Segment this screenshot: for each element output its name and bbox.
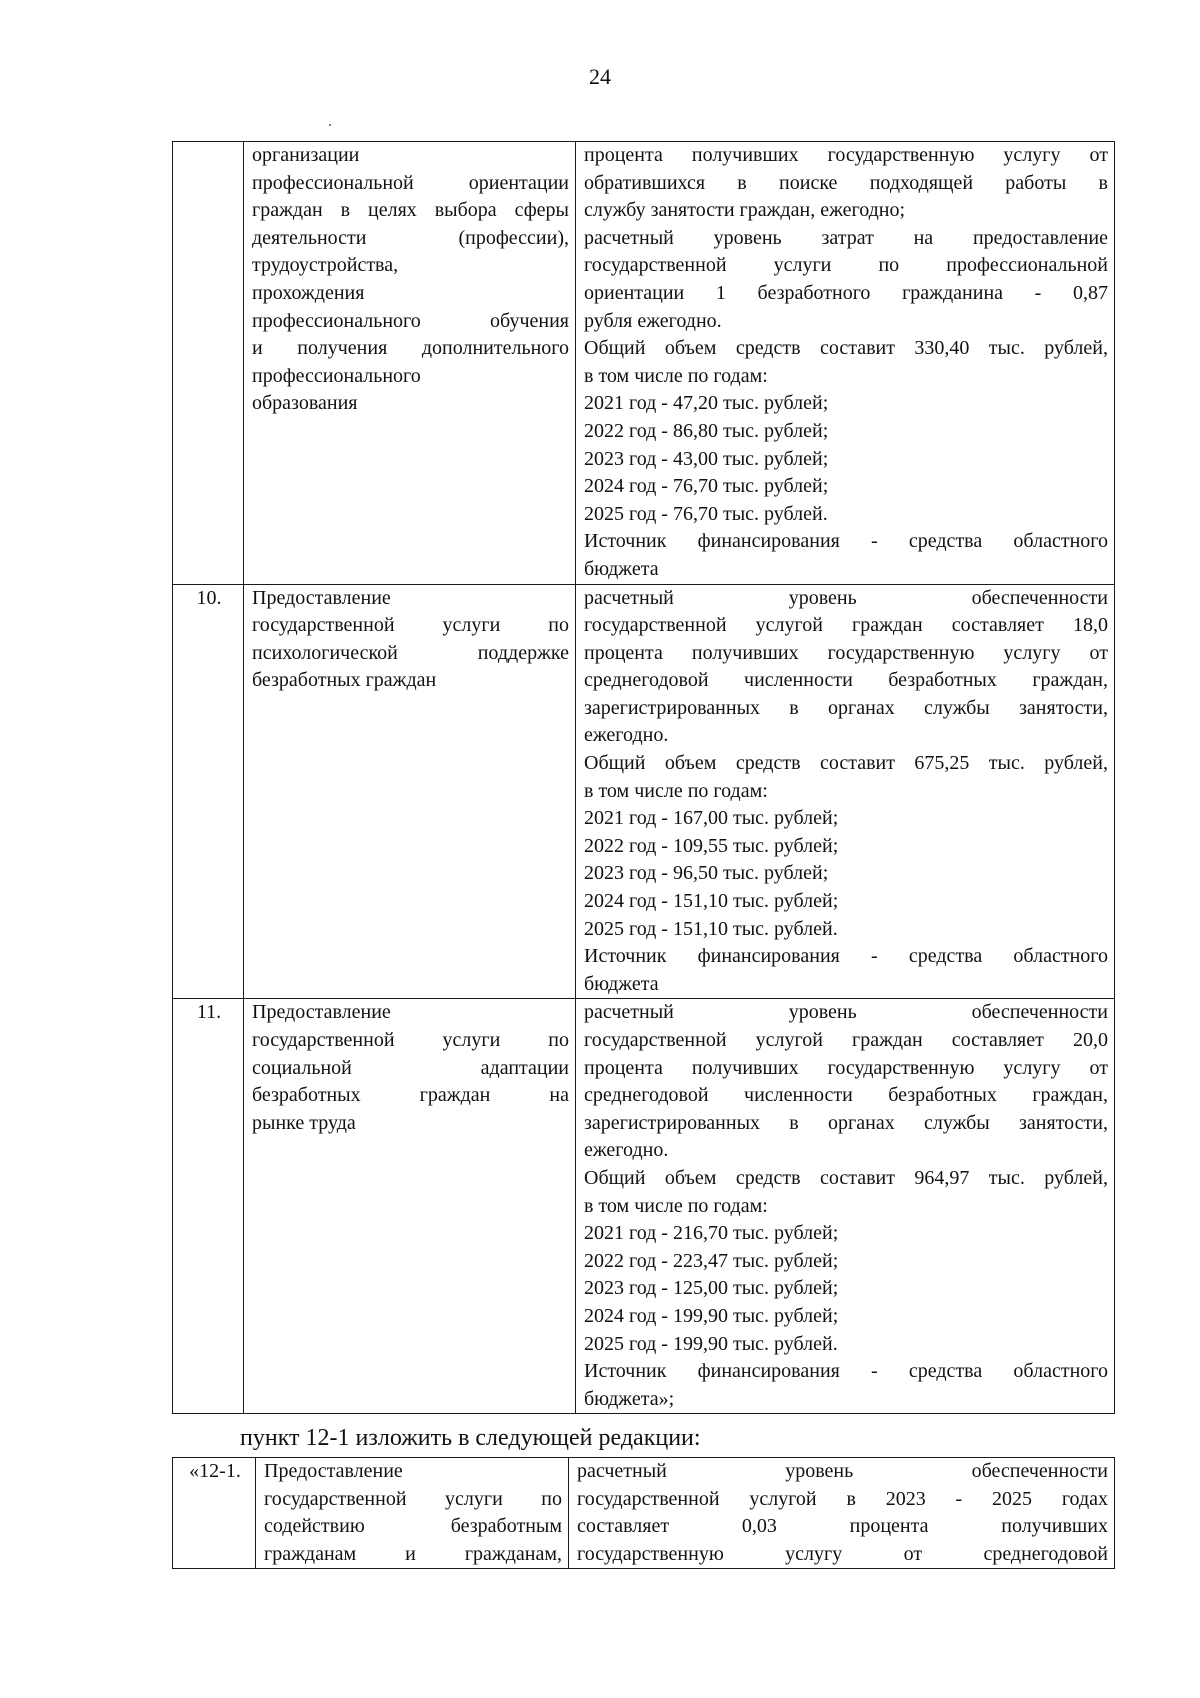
text-line: рынке труда	[252, 1111, 356, 1134]
text-line: профессионального обучения	[252, 309, 569, 332]
text-line: 2021 год - 216,70 тыс. рублей;	[584, 1222, 839, 1245]
text-line: расчетный уровень обеспеченности	[584, 586, 1108, 609]
amendment-instruction: пункт 12-1 изложить в следующей редакции:	[240, 1425, 701, 1451]
text-line: и получения дополнительного	[252, 337, 569, 360]
text-line: Общий объем средств составит 675,25 тыс. рублей,	[584, 752, 1108, 775]
text-line: в том числе по годам:	[584, 364, 768, 387]
text-line: среднегодовой численности безработных граждан,	[584, 1084, 1108, 1107]
text-line: бюджета»;	[584, 1387, 675, 1410]
text-line: рубля ежегодно.	[584, 309, 722, 332]
service-name	[244, 999, 576, 1414]
row-number	[173, 142, 244, 585]
text-line: Источник финансирования - средства областного	[584, 1360, 1108, 1383]
text-line: процента получивших государственную услугу от	[584, 1056, 1108, 1079]
text-line: ежегодно.	[584, 724, 669, 747]
text-line: расчетный уровень затрат на предоставление	[584, 226, 1108, 249]
service-name	[256, 1458, 569, 1569]
table-row	[173, 1458, 1115, 1569]
text-line: бюджета	[584, 557, 659, 580]
text-line: 2024 год - 199,90 тыс. рублей;	[584, 1304, 839, 1327]
text-line: государственной услугой граждан составляет 20,0	[584, 1029, 1108, 1051]
text-line: граждан в целях выбора сферы	[252, 199, 569, 222]
text-line: службу занятости граждан, ежегодно;	[584, 199, 906, 222]
text-line: 2022 год - 109,55 тыс. рублей;	[584, 834, 839, 857]
text-line: бюджета	[584, 972, 659, 995]
text-line: процента получивших государственную услугу от	[584, 641, 1108, 664]
text-line: психологической поддержке	[252, 641, 569, 664]
text-line: содействию безработным	[264, 1515, 562, 1538]
scan-speck	[329, 124, 331, 126]
text-line: организации	[252, 144, 360, 166]
text-line: образования	[252, 392, 358, 415]
text-line: среднегодовой численности безработных граждан,	[584, 669, 1108, 692]
amendment-table	[172, 1457, 1115, 1569]
table-row	[173, 584, 1115, 999]
text-line: 2021 год - 47,20 тыс. рублей;	[584, 392, 829, 415]
table-row	[173, 142, 1115, 585]
text-line: расчетный уровень обеспеченности	[577, 1460, 1108, 1482]
service-description	[576, 999, 1115, 1414]
text-line: государственную услугу от среднегодовой	[577, 1542, 1108, 1565]
text-line: социальной адаптации	[252, 1056, 569, 1079]
text-line: государственной услугой в 2023 - 2025 годах	[577, 1487, 1108, 1510]
text-line: в том числе по годам:	[584, 1194, 768, 1217]
text-line: Предоставление	[252, 586, 391, 609]
text-line: безработных граждан	[252, 669, 437, 692]
text-line: процента получивших государственную услугу от	[584, 144, 1108, 166]
text-line: 2023 год - 125,00 тыс. рублей;	[584, 1277, 839, 1300]
text-line: государственной услуги по профессиональной	[584, 254, 1108, 277]
text-line: 2022 год - 86,80 тыс. рублей;	[584, 419, 829, 442]
text-line: Общий объем средств составит 330,40 тыс. рублей,	[584, 337, 1108, 360]
text-line: зарегистрированных в органах службы занятости,	[584, 1111, 1108, 1134]
text-line: государственной услуги по	[252, 1029, 569, 1051]
text-line: ежегодно.	[584, 1139, 669, 1162]
text-line: 2024 год - 76,70 тыс. рублей;	[584, 475, 829, 498]
text-line: составляет 0,03 процента получивших	[577, 1515, 1108, 1538]
text-line: Предоставление	[264, 1460, 403, 1482]
text-line: 2022 год - 223,47 тыс. рублей;	[584, 1249, 839, 1272]
row-number: 11.	[173, 999, 244, 1414]
text-line: деятельности (профессии),	[252, 226, 569, 249]
text-line: гражданам и гражданам,	[264, 1542, 562, 1565]
text-line: 2024 год - 151,10 тыс. рублей;	[584, 890, 839, 913]
text-line: 2023 год - 96,50 тыс. рублей;	[584, 862, 829, 885]
text-line: Общий объем средств составит 964,97 тыс. рублей,	[584, 1166, 1108, 1189]
row-number: 10.	[173, 584, 244, 999]
text-line: Предоставление	[252, 1001, 391, 1024]
service-description	[576, 142, 1115, 585]
text-line: зарегистрированных в органах службы занятости,	[584, 696, 1108, 719]
text-line: расчетный уровень обеспеченности	[584, 1001, 1108, 1024]
service-name	[244, 584, 576, 999]
text-line: 2025 год - 76,70 тыс. рублей.	[584, 502, 828, 525]
text-line: ориентации 1 безработного гражданина - 0,87	[584, 281, 1108, 304]
text-line: государственной услугой граждан составляет 18,0	[584, 614, 1108, 637]
text-line: государственной услуги по	[252, 614, 569, 637]
page-number: 24	[589, 64, 611, 89]
text-line: 2023 год - 43,00 тыс. рублей;	[584, 447, 829, 470]
service-description	[569, 1458, 1115, 1569]
text-line: безработных граждан на	[252, 1084, 569, 1107]
text-line: профессионального	[252, 364, 421, 387]
text-line: профессиональной ориентации	[252, 171, 569, 194]
service-description	[576, 584, 1115, 999]
text-line: Источник финансирования - средства областного	[584, 945, 1108, 968]
text-line: в том числе по годам:	[584, 779, 768, 802]
services-table	[172, 141, 1115, 1414]
row-number: «12-1.	[173, 1458, 256, 1569]
text-line: государственной услуги по	[264, 1487, 562, 1510]
text-line: 2025 год - 199,90 тыс. рублей.	[584, 1332, 838, 1355]
text-line: Источник финансирования - средства областного	[584, 530, 1108, 553]
service-name	[244, 142, 576, 585]
text-line: 2025 год - 151,10 тыс. рублей.	[584, 917, 838, 940]
text-line: трудоустройства,	[252, 254, 399, 277]
text-line: прохождения	[252, 281, 365, 304]
text-line: обратившихся в поиске подходящей работы в	[584, 171, 1108, 194]
table-row	[173, 999, 1115, 1414]
text-line: 2021 год - 167,00 тыс. рублей;	[584, 807, 839, 830]
